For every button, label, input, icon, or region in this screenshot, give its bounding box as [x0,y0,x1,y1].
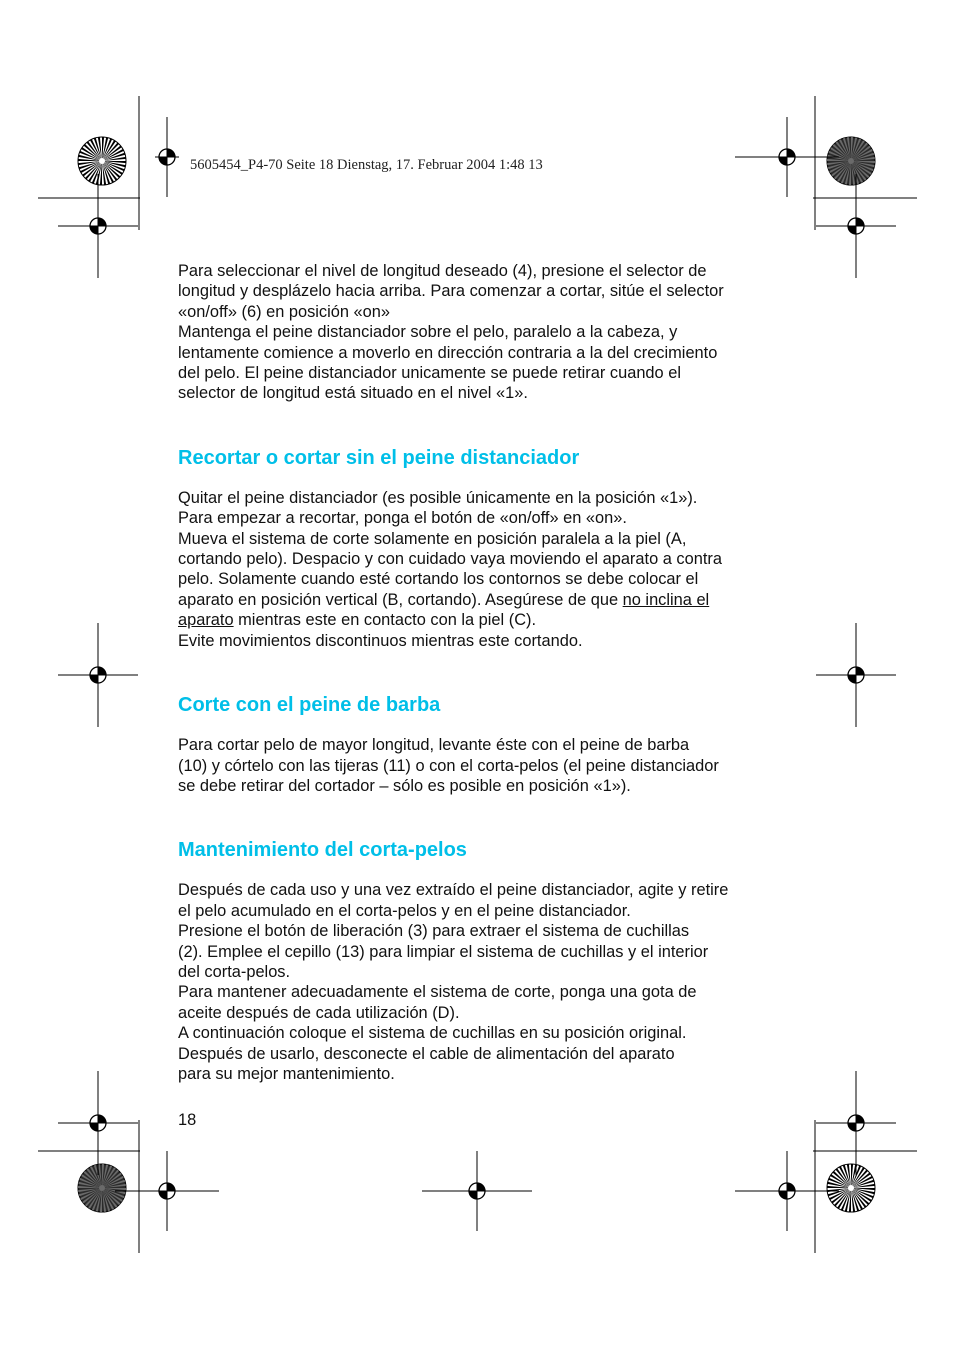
section-heading-beard-comb: Corte con el peine de barba [178,694,441,717]
registration-quadrant [848,226,856,234]
text-line: longitud y desplázelo hacia arriba. Para comenzar a cortar, sitúe el selector [178,282,724,301]
star-center [848,1185,854,1191]
text-line: del pelo. El peine distanciador unicamente se puede retirar cuando el [178,364,681,383]
text-line: lentamente comience a moverlo en dirección contraria a la del crecimiento [178,343,718,362]
underlined-text: no inclina el [622,590,710,609]
registration-quadrant [167,149,175,157]
text-line: del corta-pelos. [178,962,291,981]
text-line: (2). Emplee el cepillo (13) para limpiar el sistema de cuchillas y el interior [178,942,709,961]
registration-quadrant [856,667,864,675]
registration-quadrant [167,1183,175,1191]
beard-comb-paragraph [178,735,778,796]
text-line [178,590,778,610]
text-line: «on/off» (6) en posición «on» [178,302,391,321]
text-line: Mantenga el peine distanciador sobre el pelo, paralelo a la cabeza, y [178,323,678,342]
text-line: el pelo acumulado en el corta-pelos y en el peine distanciador. [178,901,631,920]
text-line: aceite después de cada utilización (D). [178,1003,460,1022]
text-line: cortando pelo). Despacio y con cuidado vaya moviendo el aparato a contra [178,550,722,569]
text-line: Después de usarlo, desconecte el cable de alimentación del aparato [178,1044,675,1063]
text-line: Quitar el peine distanciador (es posible únicamente en la posición «1»). [178,488,698,507]
text-line: Para mantener adecuadamente el sistema de corte, ponga una gota de [178,983,697,1002]
text-span: aparato en posición vertical (B, cortando). Asegúrese de que [178,590,623,609]
registration-quadrant [159,157,167,165]
star-center [99,1185,105,1191]
maintenance-paragraph [178,880,778,1084]
registration-quadrant [98,1115,106,1123]
star-center [99,158,105,164]
text-line: (10) y córtelo con las tijeras (11) o con el corta-pelos (el peine distanciador [178,756,719,775]
registration-quadrant [779,157,787,165]
underlined-text: aparato [178,611,234,630]
registration-quadrant [848,1123,856,1131]
text-span: mientras este en contacto con la piel (C). [233,611,537,630]
trimming-paragraph [178,488,778,651]
registration-quadrant [90,675,98,683]
text-line: se debe retirar del cortador – sólo es posible en posición «1»). [178,776,631,795]
registration-quadrant [469,1191,477,1199]
section-heading-trimming: Recortar o cortar sin el peine distanciador [178,446,580,469]
text-line: Para empezar a recortar, ponga el botón de «on/off» en «on». [178,509,627,528]
text-line: Presione el botón de liberación (3) para extraer el sistema de cuchillas [178,922,690,941]
text-line: pelo. Solamente cuando esté cortando los contornos se debe colocar el [178,570,699,589]
registration-quadrant [787,1183,795,1191]
text-line: Después de cada uso y una vez extraído el peine distanciador, agite y retire [178,881,729,900]
registration-quadrant [159,1191,167,1199]
print-slug: 5605454_P4-70 Seite 18 Dienstag, 17. Februar 2004 1:48 13 [190,157,543,173]
registration-quadrant [98,218,106,226]
registration-quadrant [848,675,856,683]
text-line: Para seleccionar el nivel de longitud deseado (4), presione el selector de [178,262,707,280]
text-line: Para cortar pelo de mayor longitud, levante éste con el peine de barba [178,736,690,755]
registration-quadrant [90,226,98,234]
text-line [178,610,778,630]
intro-paragraph [178,261,778,404]
page-content [178,261,778,1084]
text-line: Evite movimientos discontinuos mientras este cortando. [178,631,583,650]
text-line: Mueva el sistema de corte solamente en posición paralela a la piel (A, [178,529,687,548]
page-number: 18 [178,1111,197,1129]
registration-quadrant [787,149,795,157]
registration-quadrant [856,1115,864,1123]
registration-quadrant [779,1191,787,1199]
text-line: selector de longitud está situado en el nivel «1». [178,384,528,403]
text-line: para su mejor mantenimiento. [178,1064,395,1083]
registration-quadrant [90,1123,98,1131]
star-center [848,158,854,164]
registration-quadrant [477,1183,485,1191]
section-heading-maintenance: Mantenimiento del corta-pelos [178,839,467,862]
registration-quadrant [98,667,106,675]
text-line: A continuación coloque el sistema de cuchillas en su posición original. [178,1024,687,1043]
registration-quadrant [856,218,864,226]
